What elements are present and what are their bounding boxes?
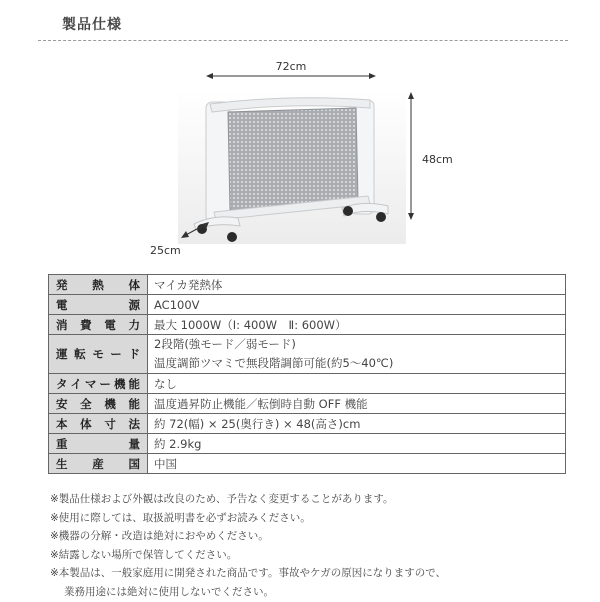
heater-figure xyxy=(0,0,600,270)
spec-label: 電源 xyxy=(49,295,148,315)
spec-value: 温度過昇防止機能／転倒時自動 OFF 機能 xyxy=(148,394,566,414)
spec-label: 本体寸法 xyxy=(49,414,148,434)
spec-value: なし xyxy=(148,374,566,394)
spec-label: 運転モード xyxy=(49,335,148,374)
spec-row-power-consumption xyxy=(49,315,566,335)
spec-value: 約 2.9kg xyxy=(148,434,566,454)
spec-label: 生産国 xyxy=(49,454,148,474)
spec-row-timer xyxy=(49,374,566,394)
note-item: ※本製品は、一般家庭用に開発された商品です。事故やケガの原因になりますので、 xyxy=(50,567,447,580)
spec-label: 安全機能 xyxy=(49,394,148,414)
spec-table xyxy=(48,274,566,474)
spec-value xyxy=(148,335,566,374)
spec-value: 中国 xyxy=(148,454,566,474)
spec-value-line: 2段階(強モード／弱モード) xyxy=(154,337,296,351)
note-item: ※使用に際しては、取扱説明書を必ずお読みください。 xyxy=(50,511,311,524)
spec-label: 重量 xyxy=(49,434,148,454)
spec-value: 最大 1000W（Ⅰ: 400W Ⅱ: 600W） xyxy=(148,315,566,335)
spec-row-heating-element xyxy=(49,275,566,295)
spec-row-operation-mode xyxy=(49,335,566,374)
width-dimension xyxy=(206,60,376,79)
spec-value: AC100V xyxy=(148,295,566,315)
spec-row-power-source xyxy=(49,295,566,315)
spec-label: タイマー機能 xyxy=(49,374,148,394)
notes-list xyxy=(50,490,570,602)
spec-label: 消費電力 xyxy=(49,315,148,335)
note-item: ※製品仕様および外観は改良のため、予告なく変更することがあります。 xyxy=(50,493,394,505)
height-dimension xyxy=(408,92,453,220)
spec-row-country xyxy=(49,454,566,474)
spec-row-weight xyxy=(49,434,566,454)
note-item: ※結露しない場所で保管してください。 xyxy=(50,548,238,561)
height-label: 48cm xyxy=(422,153,453,166)
spec-row-dimensions xyxy=(49,414,566,434)
spec-value: 約 72(幅) × 25(奥行き) × 48(高さ)cm xyxy=(148,414,566,434)
width-label: 72cm xyxy=(275,60,307,73)
spec-value: マイカ発熱体 xyxy=(148,275,566,295)
spec-label: 発熱体 xyxy=(49,275,148,295)
page-title: 製品仕様 xyxy=(62,17,122,33)
spec-value-line: 温度調節ツマミで無段階調節可能(約5〜40℃) xyxy=(154,356,394,370)
spec-row-safety xyxy=(49,394,566,414)
note-item: 業務用途には絶対に使用しないでください。 xyxy=(64,585,274,598)
note-item: ※機器の分解・改造は絶対におやめください。 xyxy=(50,530,269,543)
depth-label: 25cm xyxy=(150,244,181,257)
